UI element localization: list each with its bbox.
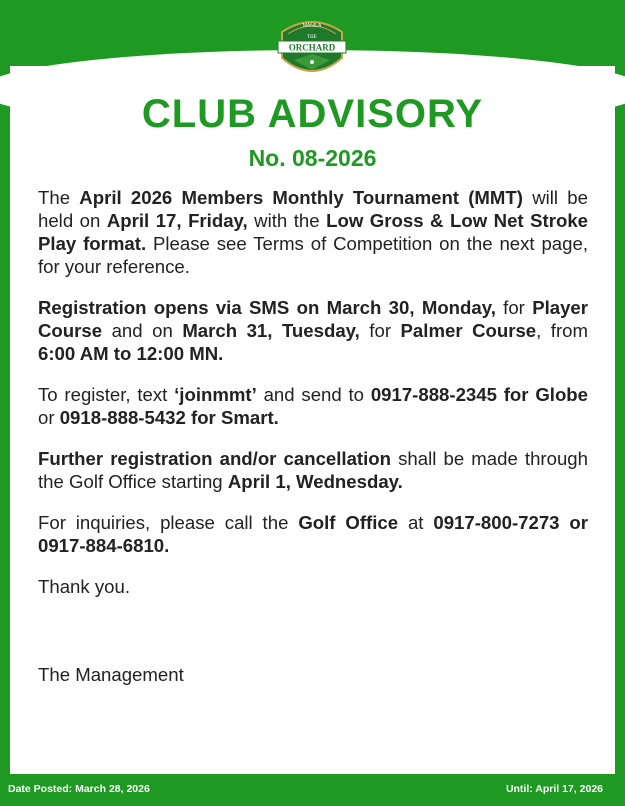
paragraph-registration: Registration opens via SMS on March 30, Monday, for Player Course and on March 31, Tuesday, for Palmer Course, from 6:00 AM to 12:00 MN. [38,297,589,364]
page-title: CLUB ADVISORY [141,92,484,136]
paragraph-cancellation: Further registration and/or cancellation shall be made through the Golf Office starting April 1, Wednesday. [38,448,588,492]
advisory-number: No. 08-2026 [248,145,377,171]
logo-mid-text: THE [307,35,317,40]
paragraph-inquiries: For inquiries, please call the Golf Office at 0917-800-7273 or 0917-884-6810. [38,512,588,556]
date-posted: Date Posted: March 28, 2026 [8,783,150,795]
logo-top-text: MANILA [302,23,322,29]
paragraph-tournament: The April 2026 Members Monthly Tournament (MMT) will be held on April 17, Friday, with the Low Gross & Low Net Stroke Play format. Please see Terms of Competition on the next page, for your reference. [38,187,588,277]
valid-until: Until: April 17, 2026 [505,783,603,795]
club-logo [272,14,352,80]
paragraph-how-to-register: To register, text ‘joinmmt’ and send to 0917-888-2345 for Globe or 0918-888-5432 for Smart. [38,384,589,428]
thank-you: Thank you. [38,576,130,597]
logo-name: ORCHARD [288,42,336,53]
signoff: The Management [38,664,184,685]
advisory-body [38,186,588,616]
